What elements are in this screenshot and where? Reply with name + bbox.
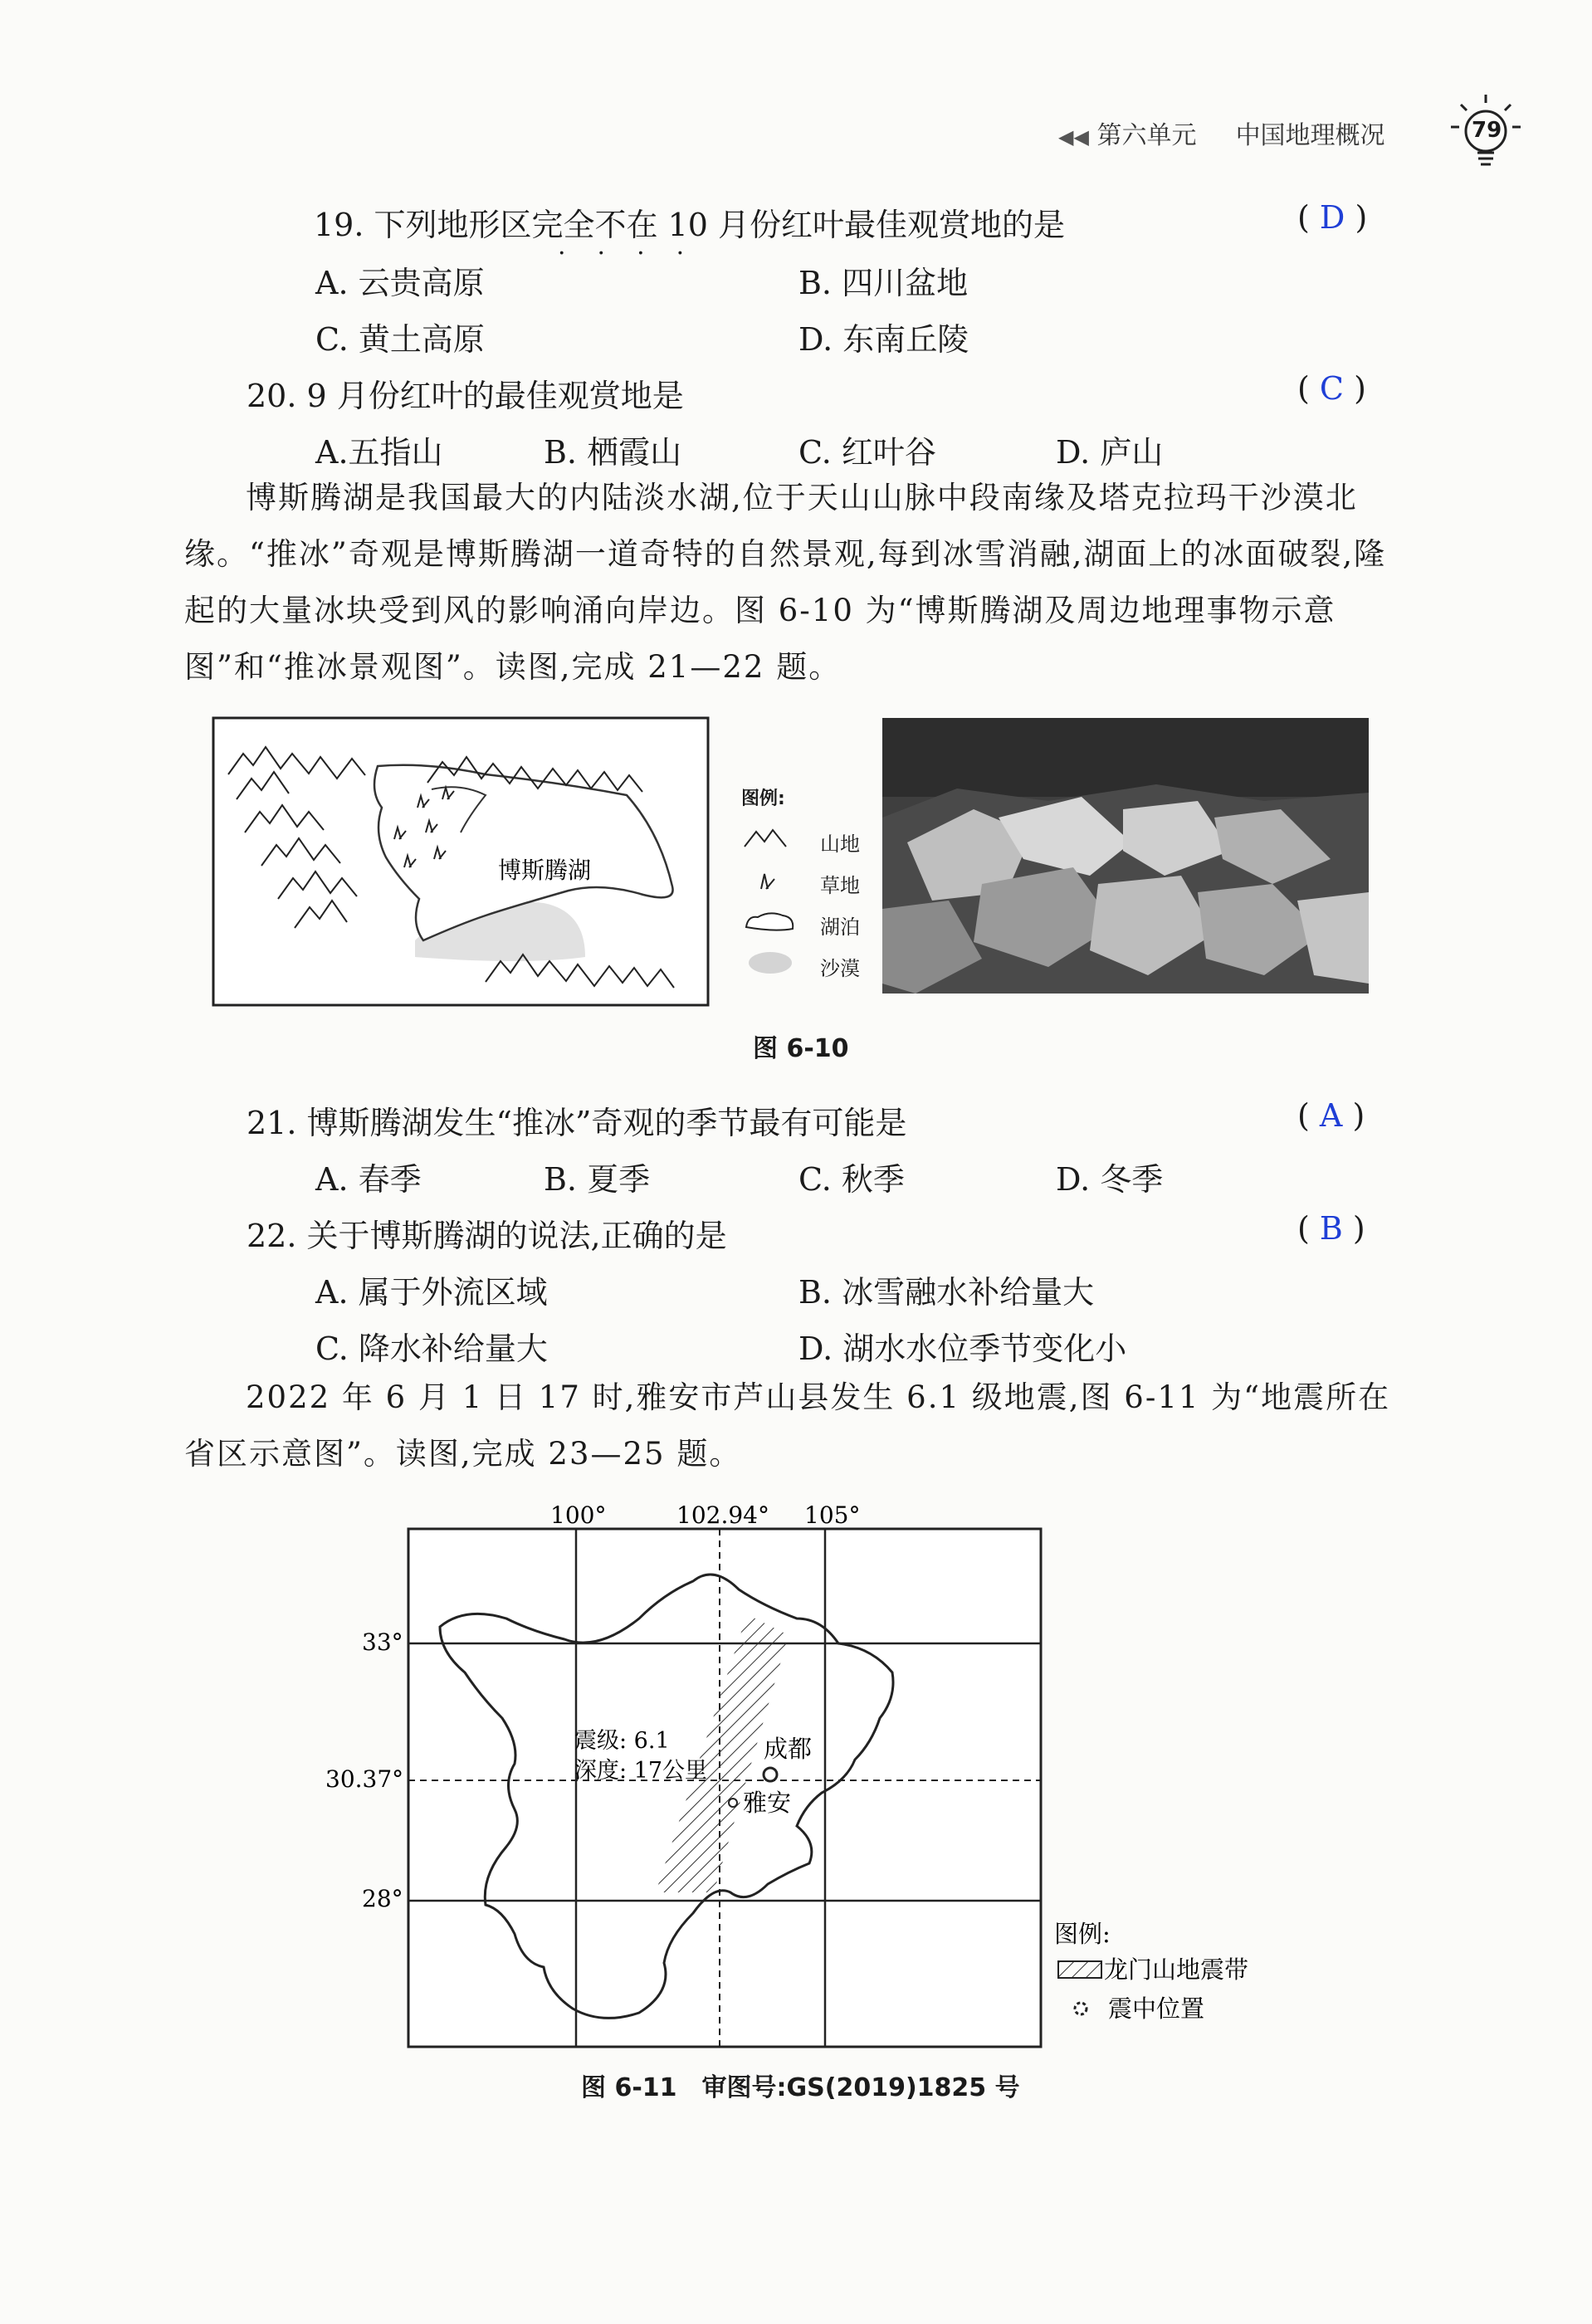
ice-push-photo — [882, 718, 1369, 994]
option: A. 云贵高原 — [315, 265, 485, 301]
option: C. 黄土高原 — [315, 321, 485, 358]
section-title: 中国地理概况 — [1235, 121, 1385, 150]
emphasis-dots: ···· — [558, 239, 716, 268]
option: B. 栖霞山 — [544, 434, 682, 471]
legend-mountain: 山地 — [741, 826, 791, 854]
lat-label: 28° — [362, 1885, 403, 1912]
option: D. 庐山 — [1056, 434, 1164, 471]
figure-6-11-caption: 图 6-11 审图号:GS(2019)1825 号 — [581, 2073, 1020, 2102]
legend-title: 图例: — [741, 788, 785, 809]
legend-title: 图例: — [1054, 1920, 1111, 1948]
question-20: 20. 9 月份红叶的最佳观赏地是 — [247, 378, 684, 414]
option: C. 秋季 — [798, 1161, 905, 1198]
running-header — [1058, 115, 1385, 151]
lat-label: 33° — [362, 1628, 403, 1656]
fault-zone-icon — [1058, 1961, 1101, 1978]
figure-6-10-map — [212, 716, 710, 1010]
question-19: 19. 下列地形区完全不在 10 月份红叶最佳观赏地的是 — [314, 207, 1066, 243]
question-21: 21. 博斯腾湖发生“推冰”奇观的季节最有可能是 — [247, 1105, 907, 1141]
city-chengdu-label: 成都 — [764, 1735, 813, 1763]
figure-6-11-map — [315, 1494, 1353, 2062]
figure-6-10-caption: 图 6-10 — [753, 1034, 849, 1063]
option: A. 春季 — [315, 1161, 422, 1198]
city-yaan-label: 雅安 — [743, 1789, 792, 1817]
legend-epicenter-label: 震中位置 — [1108, 1994, 1205, 2023]
option: C. 红叶谷 — [798, 434, 936, 471]
page-number-badge — [1444, 90, 1527, 173]
page-number: 79 — [1472, 118, 1502, 143]
legend-grassland: 草地 — [741, 867, 791, 896]
option: A.五指山 — [315, 434, 443, 471]
answer-21: ( A ) — [1297, 1097, 1365, 1134]
desert-icon — [741, 949, 799, 977]
unit-title: 第六单元 — [1096, 121, 1197, 150]
legend-lake: 湖泊 — [741, 907, 799, 939]
option: C. 降水补给量大 — [315, 1330, 548, 1367]
question-22: 22. 关于博斯腾湖的说法,正确的是 — [247, 1218, 727, 1254]
depth-label: 深度: 17公里 — [574, 1758, 708, 1784]
magnitude-label: 震级: 6.1 — [574, 1728, 670, 1754]
answer-20: ( C ) — [1297, 370, 1366, 407]
mountain-icon — [741, 826, 791, 851]
lat-label: 30.37° — [325, 1765, 404, 1793]
option: D. 冬季 — [1056, 1161, 1164, 1198]
option: D. 东南丘陵 — [798, 321, 969, 358]
lon-label: 105° — [804, 1501, 861, 1529]
lon-label: 100° — [550, 1501, 607, 1529]
epicenter-icon — [1075, 2003, 1087, 2014]
option: B. 夏季 — [544, 1161, 651, 1198]
lake-outline-icon — [741, 907, 799, 935]
answer-22: ( B ) — [1297, 1210, 1365, 1247]
option: B. 四川盆地 — [798, 265, 969, 301]
option: B. 冰雪融水补给量大 — [798, 1274, 1095, 1311]
double-arrow-icon: ◀◀ — [1058, 125, 1089, 149]
option: D. 湖水水位季节变化小 — [798, 1330, 1127, 1367]
chengdu-marker — [764, 1768, 777, 1781]
passage-bosten-lake: 博斯腾湖是我国最大的内陆淡水湖,位于天山山脉中段南缘及塔克拉玛干沙漠北缘。“推冰”奇观是博斯腾湖一道奇特的自然景观,每到冰雪消融,湖面上的冰面破裂,隆起的大量冰块受到风的影响涌向岸边。图 6-10 为“博斯腾湖及周边地理事物示意图”和“推冰景观图”。读图,完成 21—22 题。 — [184, 480, 1387, 685]
lon-label: 102.94° — [676, 1501, 769, 1529]
grass-icon — [741, 867, 791, 892]
option: A. 属于外流区域 — [315, 1274, 548, 1311]
epicenter-marker — [729, 1799, 737, 1807]
legend-desert: 沙漠 — [741, 949, 799, 980]
lake-label: 博斯腾湖 — [498, 857, 592, 884]
legend-fault-label: 龙门山地震带 — [1104, 1955, 1249, 1984]
answer-19: ( D ) — [1297, 199, 1368, 236]
passage-earthquake: 2022 年 6 月 1 日 17 时,雅安市芦山县发生 6.1 级地震,图 6-11 为“地震所在省区示意图”。读图,完成 23—25 题。 — [184, 1379, 1391, 1472]
